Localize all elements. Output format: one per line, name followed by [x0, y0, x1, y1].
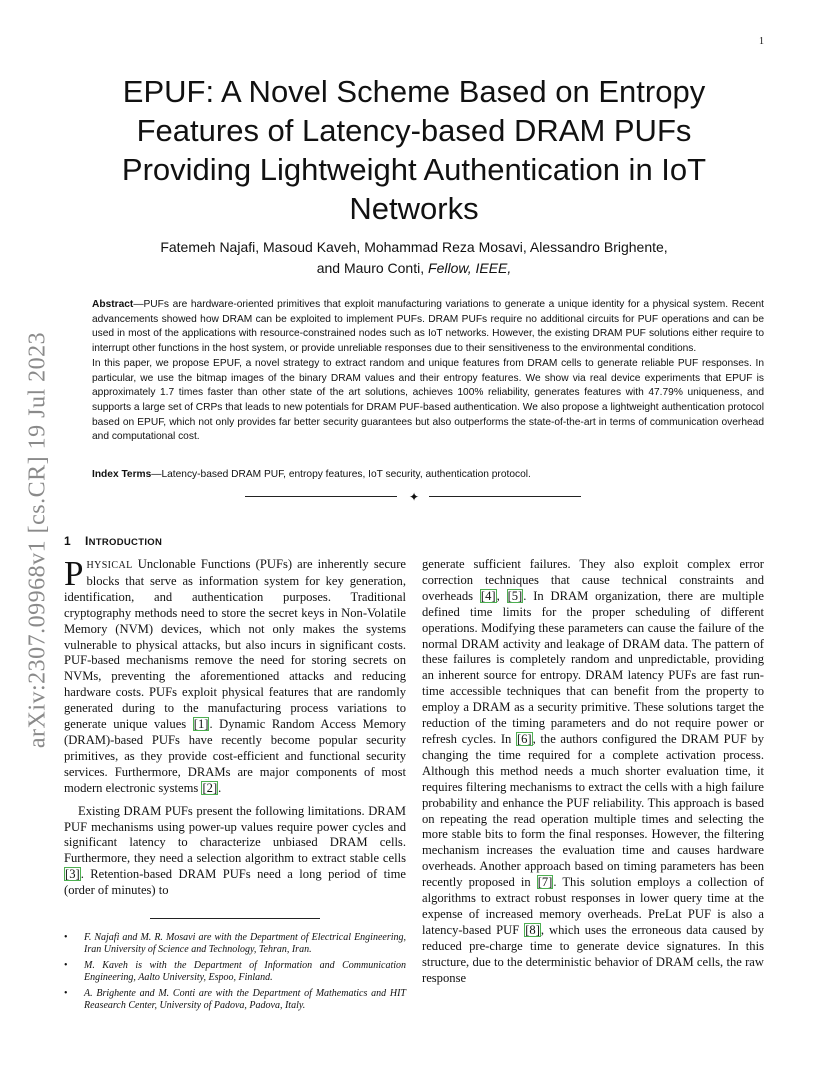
footnote-item: • M. Kaveh is with the Department of Information and Communication Engineering, Aalto University, Espoo, Finland.	[64, 959, 406, 984]
abstract-paragraph-1: Abstract—PUFs are hardware-oriented primitives that exploit manufacturing variations to generate a unique identity for a physical system. Recent advancements showed how DRAM can be exploited to implement PUFs. DRAM PUFs require no additional circuits for PUF operations and can be used in most of the applications with resource-constrained nodes such as IoT networks. However, the existing DRAM PUF solutions either require to interrupt other functions in the host system, or provide unreliable responses due to their sensitiveness to the environmental conditions.	[92, 299, 764, 355]
citation-link[interactable]: [7]	[537, 875, 553, 890]
section-number: 1	[64, 534, 71, 548]
divider-line-right	[429, 496, 581, 497]
page-number: 1	[759, 36, 764, 47]
intro-paragraph-2: Existing DRAM PUFs present the following limitations. DRAM PUF mechanisms using power-up values require power cycles and significant latency to characterize unbiased DRAM cells. Furthermore, they need a selection algorithm to extract stable cells [3]. Retention-based DRAM PUFs need a long period of time (order of minutes) to	[64, 803, 406, 898]
bullet-icon: •	[64, 932, 68, 943]
arxiv-sidebar-stamp	[22, 320, 54, 760]
divider-line-left	[245, 496, 397, 497]
intro-paragraph-3: generate sufficient failures. They also exploit complex error correction techniques that cause technical constraints and overheads [4], [5]. In DRAM organization, there are multiple defined time limits for the proper scheduling of different operations. Modifying these parameters can cause the failure of the normal DRAM activity and leakage of DRAM data. The pattern of these failures is completely random and unpredictable, providing an inherent source for entropy. DRAM latency PUFs are fast run-time accessible techniques that can benefit from the property to employ a DRAM as a security primitive. These solutions target the reduction of the timing parameters and do not require power or refresh cycles. In [6], the authors configured the DRAM PUF by changing the time required for a complete activation process. Although this method needs a much shorter evaluation time, it requires filtering mechanisms to extract the cells with a high failure probability and enhance the PUF reliability. This approach is based on repeating the read operation multiple times and selecting the more stable bits to form the final responses. However, the filtering mechanism increases the evaluation time and causes hardware overheads. Another approach based on timing parameters has been recently proposed in [7]. This solution employs a collection of algorithms to extract robust responses in lower query time at the expense of increased memory overheads. PreLat PUF is also a latency-based PUF [8], which uses the erroneous data caused by reduced pre-charge time to generate device signatures. In this structure, due to the deterministic behavior of DRAM cells, the raw response	[422, 557, 765, 985]
footnotes	[64, 932, 406, 1015]
author-line-2: and Mauro Conti, Fellow, IEEE,	[316, 260, 512, 276]
bullet-icon: •	[64, 959, 68, 971]
section-heading: 1 INTRODUCTION	[64, 534, 163, 548]
body-column-right	[422, 557, 764, 986]
drop-cap: P	[64, 554, 84, 593]
arxiv-identifier: arXiv:2307.09968v1 [cs.CR] 19 Jul 2023	[24, 331, 51, 749]
citation-link[interactable]: [5]	[507, 588, 523, 603]
abstract-label: Abstract	[92, 299, 134, 310]
abstract	[92, 298, 764, 445]
author-title: Fellow, IEEE,	[428, 260, 512, 276]
section-divider	[245, 490, 585, 504]
footnote-rule	[150, 918, 320, 919]
paper-title: EPUF: A Novel Scheme Based on Entropy Features of Latency-based DRAM PUFs Providing Lightweight Authentication in IoT Networks	[121, 74, 707, 226]
bullet-icon: •	[64, 987, 68, 999]
index-terms-label: Index Terms	[92, 469, 152, 480]
author-line-1: Fatemeh Najafi, Masoud Kaveh, Mohammad Reza Mosavi, Alessandro Brighente,	[160, 239, 668, 255]
intro-paragraph-1: PHYSICAL Unclonable Functions (PUFs) are inherently secure blocks that serve as information system for key generation, identification, and authentication purposes. Traditional cryptography methods need to store the secret keys in Non-Volatile Memory (NVM) devices, which not only makes the systems vulnerable to physical attacks, but also incurs in significant costs. PUF-based mechanisms remove the need for storing secrets on NVMs, preventing the aforementioned attacks and reducing hardware costs. PUFs exploit physical features that are randomly generated during to the manufacturing process variations to generate unique values [1]. Dynamic Random Access Memory (DRAM)-based PUFs have recently become popular security primitives, as they provide cost-efficient and functional security services. Furthermore, DRAMs are major components of most modern electronic systems [2].	[64, 554, 406, 795]
footnote-item: • F. Najafi and M. R. Mosavi are with the Department of Electrical Engineering, Iran University of Science and Technology, Tehran, Iran.	[64, 932, 406, 956]
divider-diamond-icon: ✦	[409, 490, 420, 504]
author-list	[110, 237, 718, 279]
abstract-paragraph-2: In this paper, we propose EPUF, a novel strategy to extract random and unique features from DRAM cells to generate reliable PUF responses. In particular, we use the bitmap images of the binary DRAM values and their entropy features. We show via real device experiments that EPUF is approximately 1.7 times faster than other state of the art solutions, achieves 100% reliability, generates features with 47.79% uniqueness, and supports a large set of CRPs that leads to new potentials for DRAM PUF-based authentication. We also propose a lightweight authentication protocol based on EPUF, which not only provides far better security guarantees but also outperforms the state-of-the-art in terms of communication overhead and computational cost.	[92, 357, 764, 443]
body-column-left	[64, 554, 406, 899]
footnote-item: • A. Brighente and M. Conti are with the Department of Mathematics and HIT Reasearch Center, University of Padova, Padova, Italy.	[64, 987, 406, 1012]
citation-link[interactable]: [6]	[516, 731, 532, 746]
index-terms: Index Terms—Latency-based DRAM PUF, entropy features, IoT security, authentication protocol.	[92, 469, 531, 480]
citation-link[interactable]: [3]	[65, 867, 80, 882]
citation-link[interactable]: [8]	[525, 922, 540, 937]
citation-link[interactable]: [2]	[202, 780, 218, 795]
citation-link[interactable]: [1]	[193, 717, 209, 732]
citation-link[interactable]: [4]	[480, 588, 496, 603]
